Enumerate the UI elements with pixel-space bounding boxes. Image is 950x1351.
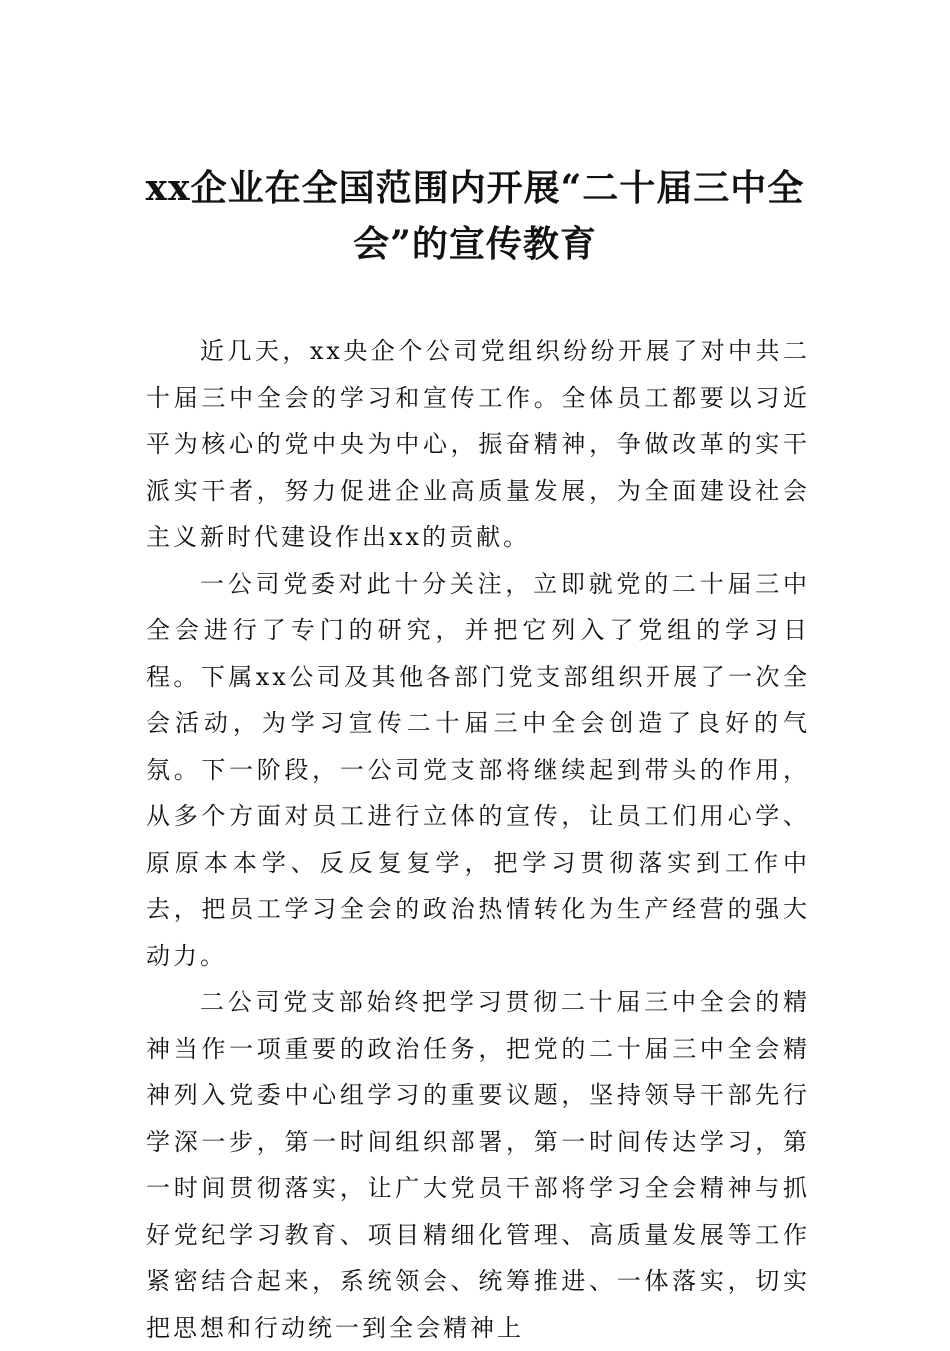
title-line-1: xx企业在全国范围内开展“二十届三中全 <box>145 167 805 209</box>
document-body <box>146 328 810 1351</box>
paragraph-3: 二公司党支部始终把学习贯彻二十届三中全会的精神当作一项重要的政治任务，把党的二十届三中全会精神列入党委中心组学习的重要议题，坚持领导干部先行学深一步，第一时间组织部署，第一时间传达学习，第一时间贯彻落实，让广大党员干部将学习全会精神与抓好党纪学习教育、项目精细化管理、高质量发展等工作紧密结合起来，系统领会、统筹推进、一体落实，切实把思想和行动统一到全会精神上 <box>146 988 810 1342</box>
paragraph-1: 近几天，xx央企个公司党组织纷纷开展了对中共二十届三中全会的学习和宣传工作。全体员工都要以习近平为核心的党中央为中心，振奋精神，争做改革的实干派实干者，努力促进企业高质量发展，为全面建设社会主义新时代建设作出xx的贡献。 <box>146 337 810 551</box>
title-line-2: 会”的宣传教育 <box>353 223 597 265</box>
paragraph-2: 一公司党委对此十分关注，立即就党的二十届三中全会进行了专门的研究，并把它列入了党组的学习日程。下属xx公司及其他各部门党支部组织开展了一次全会活动，为学习宣传二十届三中全会创造了良好的气氛。下一阶段，一公司党支部将继续起到带头的作用，从多个方面对员工进行立体的宣传，让员工们用心学、原原本本学、反反复复学，把学习贯彻落实到工作中去，把员工学习全会的政治热情转化为生产经营的强大动力。 <box>146 569 810 970</box>
document-title <box>140 160 810 272</box>
